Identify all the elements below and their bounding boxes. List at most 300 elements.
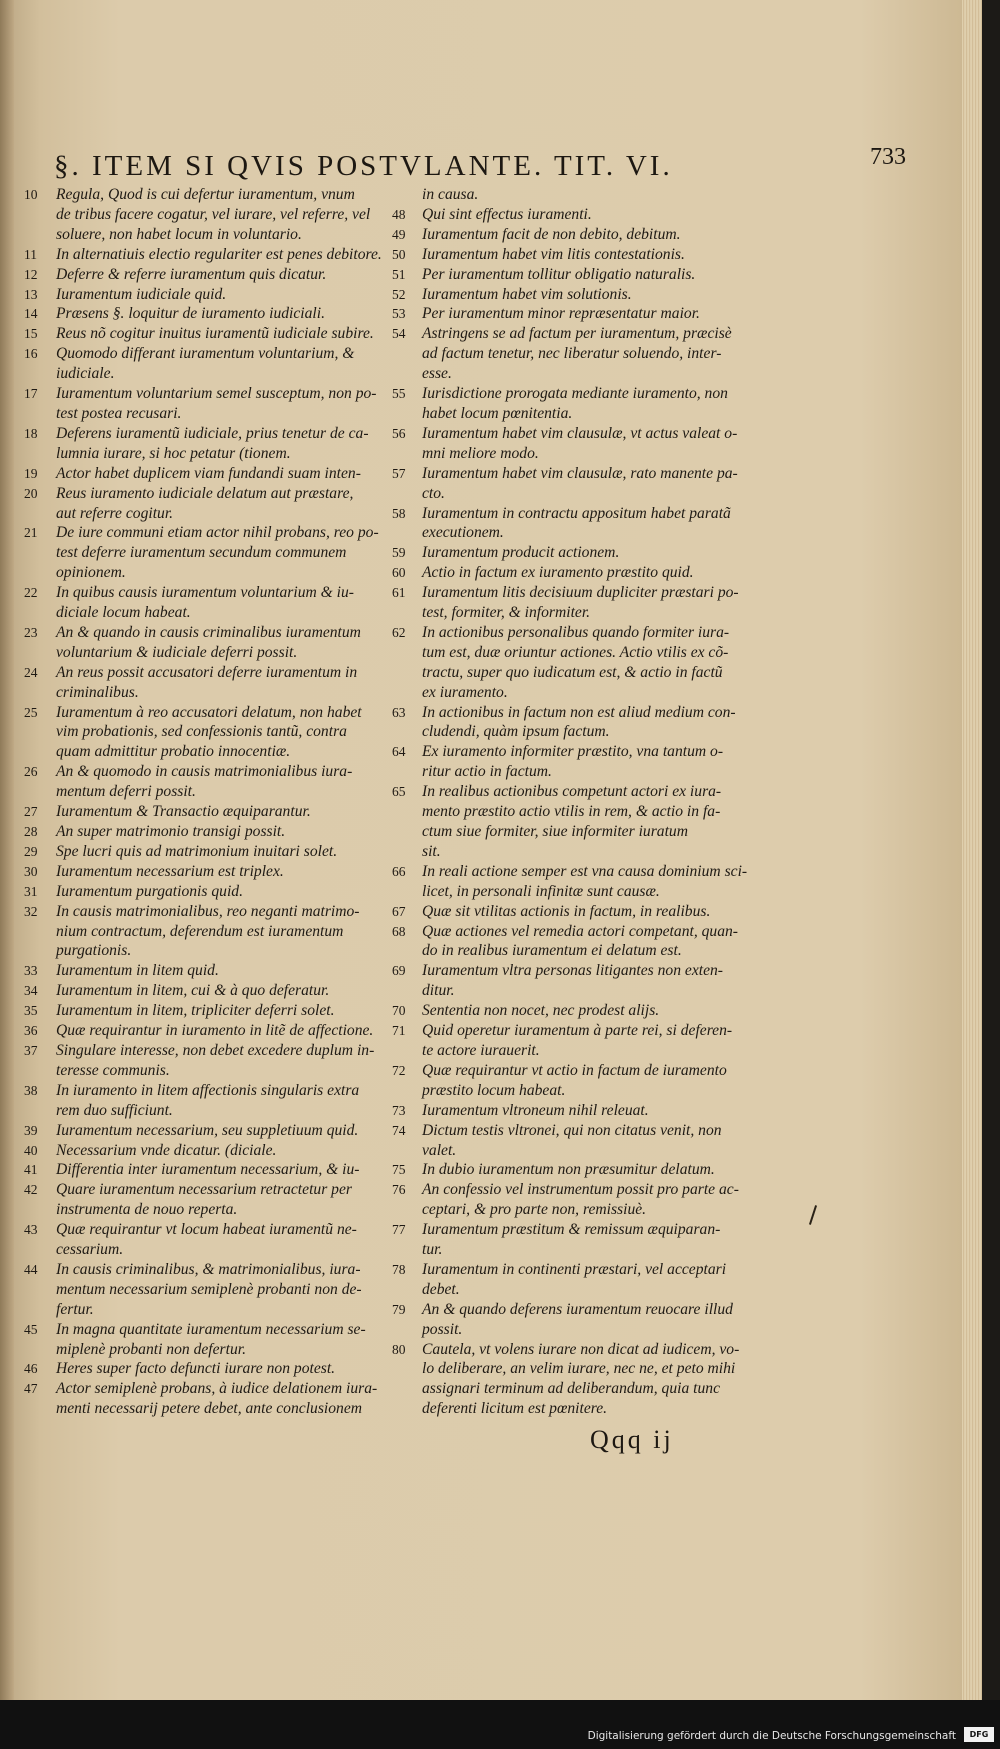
entry-text: possit. <box>422 1320 463 1338</box>
index-entry-line <box>392 842 752 862</box>
entry-number: 11 <box>24 246 37 262</box>
entry-text: ditur. <box>422 982 455 1000</box>
entry-number: 41 <box>24 1162 38 1178</box>
index-entry-line <box>24 504 389 524</box>
entry-text: Iuramentum necessarium est triplex. <box>56 862 284 880</box>
entry-number: 32 <box>24 903 38 919</box>
entry-number <box>24 563 56 583</box>
entry-text: lumnia iurare, si hoc petatur (tionem. <box>56 444 291 462</box>
entry-text: soluere, non habet locum in voluntario. <box>56 225 302 243</box>
entry-number: 46 <box>24 1361 38 1377</box>
entry-text: sit. <box>422 842 441 860</box>
index-entry <box>392 862 752 882</box>
entry-number: 80 <box>392 1341 406 1357</box>
entry-number: 37 <box>24 1042 38 1058</box>
index-entry <box>24 842 389 862</box>
entry-text: Quæ requirantur in iuramento in litẽ de affectione. <box>56 1022 374 1040</box>
entry-number: 51 <box>392 266 406 282</box>
entry-number <box>392 1141 422 1161</box>
index-entry-line <box>24 205 389 225</box>
entry-number <box>392 822 422 842</box>
entry-text: Quæ sit vtilitas actionis in factum, in realibus. <box>422 902 711 920</box>
index-entry <box>392 245 752 265</box>
entry-number: 22 <box>24 585 38 601</box>
entry-text: Iuramentum litis decisiuum dupliciter præstari po- <box>422 584 739 602</box>
entry-number <box>392 484 422 504</box>
index-entry <box>24 344 389 364</box>
entry-number: 73 <box>392 1102 406 1118</box>
dfg-logo: DFG <box>964 1727 994 1742</box>
entry-number: 28 <box>24 824 38 839</box>
entry-text: Iuramentum voluntarium semel susceptum, non po- <box>56 385 377 403</box>
index-entry <box>392 1021 752 1041</box>
index-entry-line <box>24 603 389 623</box>
index-entry <box>24 882 389 902</box>
index-entry-line <box>24 444 389 464</box>
index-entry-line <box>24 1280 389 1300</box>
entry-number <box>24 603 56 623</box>
entry-text: An & quomodo in causis matrimonialibus iura- <box>56 763 353 781</box>
page-shadow <box>0 0 14 1700</box>
index-entry <box>392 1260 752 1280</box>
folio-number: 733 <box>870 144 906 170</box>
entry-text: In reali actione semper est vna causa dominium sci- <box>422 862 748 880</box>
entry-number: 38 <box>24 1082 38 1098</box>
running-header <box>54 144 906 183</box>
entry-number: 19 <box>24 465 38 481</box>
index-entry <box>24 1121 389 1141</box>
entry-text: Iuramentum & Transactio æquiparantur. <box>56 803 311 821</box>
entry-text: Per iuramentum tollitur obligatio naturalis. <box>422 265 696 283</box>
index-entry-line <box>24 742 389 762</box>
entry-text: Iuramentum habet vim solutionis. <box>422 285 632 303</box>
index-entry <box>24 623 389 643</box>
entry-text: tur. <box>422 1241 443 1259</box>
entry-number <box>392 683 422 703</box>
entry-number <box>24 364 56 384</box>
entry-number <box>392 603 422 623</box>
index-entry <box>24 1081 389 1101</box>
entry-text: voluntarium & iudiciale deferri possit. <box>56 643 298 661</box>
index-entry <box>392 583 752 603</box>
index-entry-line <box>392 1041 752 1061</box>
entry-number: 66 <box>392 863 406 879</box>
entry-text: Quid operetur iuramentum à parte rei, si deferen- <box>422 1022 733 1040</box>
entry-text: Iuramentum producit actionem. <box>422 544 620 562</box>
entry-number <box>24 1280 56 1300</box>
index-entry <box>392 285 752 305</box>
entry-text: Iuramentum purgationis quid. <box>56 882 243 900</box>
entry-number: 21 <box>24 525 38 541</box>
entry-text: assignari terminum ad deliberandum, quia tunc <box>422 1380 721 1398</box>
signature-mark: Qqq ij <box>590 1425 674 1454</box>
index-entry <box>392 304 752 324</box>
entry-number: 78 <box>392 1261 406 1277</box>
entry-text: diciale locum habeat. <box>56 604 191 622</box>
index-entry-line <box>24 683 389 703</box>
entry-text: Cautela, vt volens iurare non dicat ad iudicem, vo- <box>422 1340 740 1358</box>
index-column-left <box>24 185 389 1419</box>
index-entry <box>392 703 752 723</box>
index-entry <box>24 1379 389 1399</box>
entry-text: cludendi, quàm ipsum factum. <box>422 723 610 741</box>
entry-number <box>392 1399 422 1419</box>
index-entry <box>392 1160 752 1180</box>
entry-number: 43 <box>24 1222 38 1238</box>
entry-number <box>392 1359 422 1379</box>
index-entry-line <box>24 364 389 384</box>
entry-text: præstito locum habeat. <box>422 1081 566 1099</box>
entry-number: 10 <box>24 187 38 202</box>
entry-text: deferenti licitum est pœnitere. <box>422 1400 608 1418</box>
index-entry-line <box>24 1240 389 1260</box>
index-entry <box>24 862 389 882</box>
index-entry <box>392 563 752 583</box>
entry-number: 42 <box>24 1182 38 1198</box>
entry-number: 47 <box>24 1381 38 1397</box>
entry-text: Iuramentum vltroneum nihil releuat. <box>422 1101 649 1119</box>
entry-text: In actionibus personalibus quando formiter iura- <box>422 623 730 641</box>
entry-text: lo deliberare, an velim iurare, nec ne, et peto mihi <box>422 1360 736 1378</box>
index-entry <box>24 265 389 285</box>
index-entry <box>24 304 389 324</box>
index-entry <box>392 1121 752 1141</box>
index-entry-line <box>24 563 389 583</box>
entry-number <box>392 802 422 822</box>
index-entry-line <box>24 643 389 663</box>
continuation-text: in causa. <box>422 186 479 203</box>
entry-number: 50 <box>392 246 406 262</box>
entry-number: 30 <box>24 863 38 879</box>
entry-number <box>24 1061 56 1081</box>
entry-number <box>24 1101 56 1121</box>
entry-number: 58 <box>392 505 406 521</box>
ink-mark <box>809 1205 817 1225</box>
entry-text: Iuramentum in continenti præstari, vel acceptari <box>422 1260 727 1278</box>
entry-text: aut referre cogitur. <box>56 504 174 522</box>
index-entry <box>24 762 389 782</box>
index-entry-line <box>24 1399 389 1419</box>
entry-number <box>24 1399 56 1419</box>
index-entry-line <box>392 822 752 842</box>
index-entry-line <box>24 1061 389 1081</box>
index-entry <box>24 583 389 603</box>
index-entry <box>392 225 752 245</box>
entry-number: 62 <box>392 624 406 640</box>
entry-text: Iuramentum necessarium, seu suppletiuum quid. <box>56 1121 359 1139</box>
entry-number: 53 <box>392 306 406 322</box>
index-entry <box>24 245 389 265</box>
index-entry <box>24 1260 389 1280</box>
index-entry-line <box>24 1340 389 1360</box>
index-entry <box>392 1220 752 1240</box>
entry-number: 61 <box>392 585 406 601</box>
entry-number: 67 <box>392 903 406 919</box>
entry-number <box>392 941 422 961</box>
entry-text: teresse communis. <box>56 1061 170 1079</box>
entry-text: debet. <box>422 1280 460 1298</box>
index-entry-line <box>392 1141 752 1161</box>
entry-text: Quæ actiones vel remedia actori competant, quan- <box>422 922 738 940</box>
entry-text: In actionibus in factum non est aliud medium con- <box>422 703 736 721</box>
entry-number <box>392 1240 422 1260</box>
entry-number: 17 <box>24 386 38 402</box>
index-entry-line <box>392 344 752 364</box>
entry-number <box>392 1320 422 1340</box>
entry-number: 27 <box>24 804 38 820</box>
entry-text: fertur. <box>56 1300 94 1318</box>
entry-text: de tribus facere cogatur, vel iurare, vel referre, vel <box>56 205 371 223</box>
entry-text: In quibus causis iuramentum voluntarium & iu- <box>56 584 355 602</box>
index-entry <box>392 543 752 563</box>
entry-text: Quæ requirantur vt actio in factum de iuramento <box>422 1061 727 1079</box>
page-edges <box>962 0 982 1700</box>
index-entry <box>392 265 752 285</box>
entry-text: vim probationis, sed confessionis tantũ, contra <box>56 723 347 741</box>
entry-number: 48 <box>392 206 406 222</box>
index-entry-line <box>24 404 389 424</box>
entry-number <box>24 742 56 762</box>
index-entry-line <box>392 1359 752 1379</box>
index-entry <box>24 663 389 683</box>
entry-number <box>392 344 422 364</box>
entry-text: mentum deferri possit. <box>56 783 196 801</box>
entry-number: 60 <box>392 565 406 581</box>
entry-text: criminalibus. <box>56 683 139 701</box>
entry-text: Per iuramentum minor repræsentatur maior. <box>422 305 700 323</box>
entry-number: 54 <box>392 326 406 342</box>
entry-number <box>392 762 422 782</box>
entry-text: cto. <box>422 484 445 502</box>
index-entry <box>24 1220 389 1240</box>
index-entry <box>392 1340 752 1360</box>
index-entry-line <box>392 643 752 663</box>
index-entry <box>24 981 389 1001</box>
index-entry <box>392 1180 752 1200</box>
entry-number <box>24 1300 56 1320</box>
index-entry-continuation <box>392 185 752 205</box>
entry-number: 40 <box>24 1142 38 1158</box>
entry-text: test postea recusari. <box>56 404 182 422</box>
entry-number <box>24 543 56 563</box>
index-entry <box>24 1359 389 1379</box>
entry-number: 34 <box>24 983 38 999</box>
footer-credit: Digitalisierung gefördert durch die Deutsche Forschungsgemeinschaft <box>587 1730 956 1742</box>
entry-number: 74 <box>392 1122 406 1138</box>
entry-text: miplenè probanti non defertur. <box>56 1340 246 1358</box>
entry-number: 72 <box>392 1062 406 1078</box>
index-entry <box>392 324 752 344</box>
entry-text: Deferens iuramentũ iudiciale, prius tenetur de ca- <box>56 424 369 442</box>
entry-number <box>24 722 56 742</box>
index-entry <box>24 703 389 723</box>
index-entry-line <box>24 941 389 961</box>
index-entry <box>24 523 389 543</box>
entry-number: 70 <box>392 1003 406 1019</box>
entry-number <box>392 404 422 424</box>
index-entry-line <box>392 484 752 504</box>
index-entry <box>392 1101 752 1121</box>
index-entry-line <box>392 603 752 623</box>
index-entry-line <box>24 1300 389 1320</box>
entry-text: mento præstito actio vtilis in rem, & actio in fa- <box>422 803 721 821</box>
entry-number <box>24 225 56 245</box>
entry-text: Iuramentum vltra personas litigantes non exten- <box>422 962 724 980</box>
entry-text: ctum siue formiter, siue informiter iuratum <box>422 823 688 840</box>
entry-number: 55 <box>392 386 406 402</box>
entry-number: 12 <box>24 266 38 282</box>
index-entry <box>24 902 389 922</box>
index-entry <box>24 822 389 842</box>
index-entry <box>24 384 389 404</box>
entry-text: Deferre & referre iuramentum quis dicatur. <box>56 265 327 283</box>
index-entry <box>392 464 752 484</box>
index-entry-line <box>392 1399 752 1419</box>
index-entry <box>24 1041 389 1061</box>
entry-text: An & quando in causis criminalibus iuramentum <box>56 623 361 641</box>
entry-text: In realibus actionibus competunt actori ex iura- <box>422 783 722 801</box>
entry-text: Ex iuramento informiter præstito, vna tantum o- <box>422 743 724 761</box>
entry-text: mentum necessarium semiplenè probanti non de- <box>56 1280 362 1298</box>
entry-number <box>24 205 56 225</box>
index-entry <box>24 802 389 822</box>
entry-text: ad factum tenetur, nec liberatur soluendo, inter- <box>422 345 722 363</box>
entry-number: 79 <box>392 1301 406 1317</box>
entry-number: 14 <box>24 306 38 322</box>
entry-number <box>392 364 422 384</box>
entry-number: 44 <box>24 1261 38 1277</box>
entry-number <box>24 683 56 703</box>
entry-number <box>392 981 422 1001</box>
entry-number: 45 <box>24 1321 38 1337</box>
entry-text: executionem. <box>422 524 504 542</box>
entry-number <box>24 922 56 942</box>
entry-text: An & quando deferens iuramentum reuocare illud <box>422 1300 733 1318</box>
entry-number: 49 <box>392 226 406 242</box>
entry-number <box>24 444 56 464</box>
index-entry <box>24 1160 389 1180</box>
index-entry-line <box>392 1081 752 1101</box>
entry-text: Præsens §. loquitur de iuramento iudiciali. <box>56 305 325 323</box>
entry-number: 31 <box>24 883 38 899</box>
entry-text: Astringens se ad factum per iuramentum, præcisè <box>422 325 732 343</box>
index-entry <box>392 961 752 981</box>
index-entry <box>24 1141 389 1161</box>
entry-text: Iuramentum facit de non debito, debitum. <box>422 225 681 243</box>
entry-number: 35 <box>24 1003 38 1019</box>
entry-number: 15 <box>24 326 38 342</box>
entry-text: Singulare interesse, non debet excedere duplum in- <box>56 1041 375 1059</box>
entry-number <box>392 882 422 902</box>
entry-number <box>392 444 422 464</box>
entry-text: licet, in personali infinitæ sunt causæ. <box>422 882 660 900</box>
entry-text: An reus possit accusatori deferre iuramentum in <box>56 663 358 681</box>
entry-number: 26 <box>24 764 38 780</box>
entry-number <box>24 782 56 802</box>
index-entry <box>24 424 389 444</box>
entry-number <box>24 941 56 961</box>
entry-text: Actor semiplenè probans, à iudice delationem iura- <box>56 1380 378 1398</box>
entry-text: In alternatiuis electio regulariter est penes debitore. <box>56 245 382 263</box>
index-entry <box>392 922 752 942</box>
entry-text: In magna quantitate iuramentum necessarium se- <box>56 1320 366 1338</box>
index-entry-line <box>24 225 389 245</box>
entry-number: 18 <box>24 425 38 441</box>
entry-text: Actio in factum ex iuramento præstito quid. <box>422 564 694 582</box>
entry-number: 25 <box>24 704 38 720</box>
entry-number <box>392 523 422 543</box>
index-entry <box>392 424 752 444</box>
entry-text: In iuramento in litem affectionis singularis extra <box>56 1081 360 1099</box>
index-entry <box>392 1300 752 1320</box>
entry-number <box>24 1240 56 1260</box>
entry-number: 39 <box>24 1122 38 1138</box>
index-entry-line <box>392 1200 752 1220</box>
entry-text: Iurisdictione prorogata mediante iuramento, non <box>422 385 728 403</box>
index-entry-line <box>392 882 752 902</box>
entry-text: Iuramentum in litem, tripliciter deferri solet. <box>56 1002 335 1020</box>
entry-number: 13 <box>24 286 38 302</box>
index-entry <box>392 1001 752 1021</box>
entry-number <box>24 1200 56 1220</box>
entry-text: Qui sint effectus iuramenti. <box>422 205 592 223</box>
entry-text: iudiciale. <box>56 365 115 383</box>
entry-text: mni meliore modo. <box>422 444 539 462</box>
index-entry-line <box>24 543 389 563</box>
index-entry <box>392 782 752 802</box>
index-entry <box>392 384 752 404</box>
index-entry <box>24 324 389 344</box>
entry-number: 69 <box>392 963 406 979</box>
entry-number: 36 <box>24 1023 38 1039</box>
index-entry-line <box>24 1101 389 1121</box>
index-entry-line <box>392 802 752 822</box>
entry-number: 24 <box>24 664 38 680</box>
entry-text: test, formiter, & informiter. <box>422 604 591 622</box>
entry-text: Iuramentum à reo accusatori delatum, non habet <box>56 703 362 721</box>
index-entry-line <box>392 762 752 782</box>
index-entry-line <box>392 1240 752 1260</box>
entry-text: tum est, duæ oriuntur actiones. Actio vtilis ex cõ- <box>422 643 729 661</box>
entry-text: ceptari, & pro parte non, remissiuè. <box>422 1201 647 1219</box>
index-entry <box>392 623 752 643</box>
entry-text: menti necessarij petere debet, ante conclusionem <box>56 1400 363 1418</box>
entry-text: De iure communi etiam actor nihil probans, reo po- <box>56 524 379 542</box>
entry-text: valet. <box>422 1141 457 1159</box>
entry-text: In causis criminalibus, & matrimonialibus, iura- <box>56 1260 361 1278</box>
header-title: §. ITEM SI QVIS POSTVLANTE. TIT. VI. <box>54 150 673 182</box>
index-entry <box>392 504 752 524</box>
entry-text: ex iuramento. <box>422 683 508 701</box>
entry-number: 77 <box>392 1222 406 1238</box>
index-entry-line <box>392 1320 752 1340</box>
entry-number <box>392 1041 422 1061</box>
entry-text: Iuramentum habet vim clausulæ, vt actus valeat o- <box>422 424 738 442</box>
entry-number <box>392 1081 422 1101</box>
entry-number: 65 <box>392 784 406 800</box>
index-entry-line <box>392 722 752 742</box>
entry-text: Iuramentum in contractu appositum habet paratã <box>422 504 731 522</box>
entry-text: Differentia inter iuramentum necessarium, & iu- <box>56 1161 360 1179</box>
entry-text: Iuramentum habet vim clausulæ, rato manente pa- <box>422 464 738 482</box>
entry-text: In causis matrimonialibus, reo neganti matrimo- <box>56 902 360 920</box>
entry-text: Actor habet duplicem viam fundandi suam inten- <box>56 464 361 482</box>
index-entry <box>24 285 389 305</box>
entry-number: 64 <box>392 744 406 760</box>
entry-text: rem duo sufficiunt. <box>56 1101 173 1119</box>
entry-number <box>392 722 422 742</box>
entry-text: Sententia non nocet, nec prodest alijs. <box>422 1002 660 1020</box>
